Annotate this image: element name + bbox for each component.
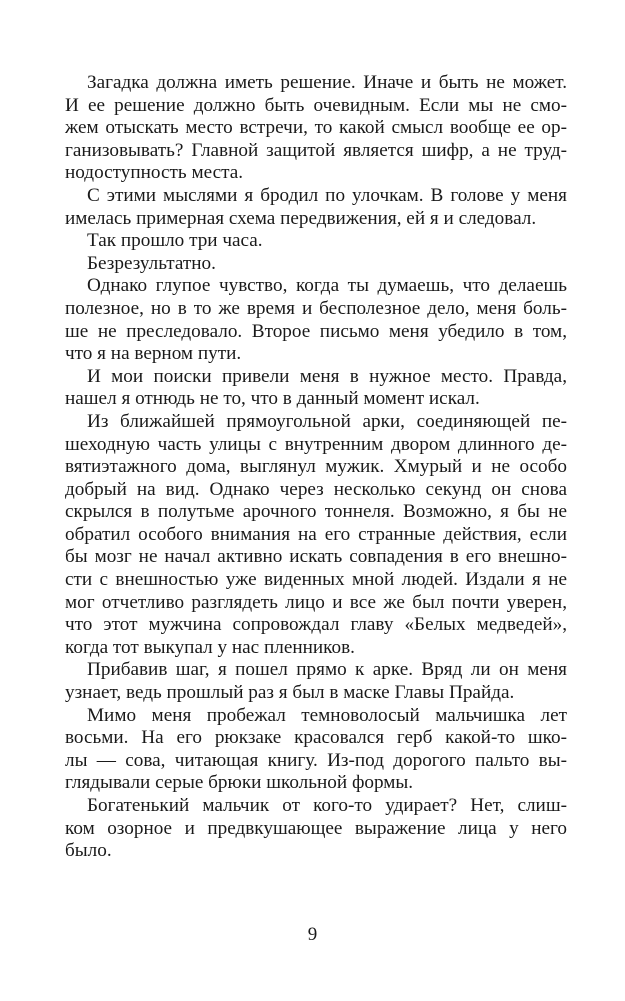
- paragraph: [65, 275, 567, 365]
- text-line: полезное, но в то же время и бесполезное дело, меня боль-: [65, 297, 567, 319]
- paragraph: [65, 230, 567, 253]
- text-line: что я на верном пути.: [65, 343, 242, 365]
- paragraph: [65, 366, 567, 411]
- text-line: сти с внешностью уже виденных мной людей. Издали я не: [65, 569, 567, 591]
- body-text: [65, 72, 567, 863]
- text-line: нодоступность места.: [65, 162, 244, 184]
- text-line: Загадка должна иметь решение. Иначе и быть не может.: [87, 72, 567, 93]
- text-line: мог отчетливо разглядеть лицо и все же был почти уверен,: [65, 591, 567, 613]
- text-line: было.: [65, 840, 112, 862]
- text-line: ком озорное и предвкушающее выражение лица у него: [65, 817, 567, 839]
- paragraph: [65, 185, 567, 230]
- text-line: добрый на вид. Однако через несколько секунд он снова: [65, 478, 567, 500]
- text-line: Так прошло три часа.: [87, 230, 263, 252]
- text-line: жем отыскать место встречи, то какой смысл вообще ее ор-: [65, 117, 567, 139]
- text-line: вятиэтажного дома, выглянул мужик. Хмурый и не особо: [65, 456, 567, 478]
- text-line: когда тот выкупал у нас пленников.: [65, 636, 355, 658]
- paragraph: [65, 705, 567, 795]
- paragraph: [65, 411, 567, 660]
- paragraph: [65, 253, 567, 276]
- text-line: лы — сова, читающая книгу. Из-под дорогого пальто вы-: [65, 749, 567, 771]
- text-line: ше не преследовало. Второе письмо меня убедило в том,: [65, 320, 567, 342]
- text-line: Богатенький мальчик от кого-то удирает? Нет, слиш-: [87, 795, 567, 816]
- text-line: Безрезультатно.: [87, 252, 216, 274]
- text-line: И мои поиски привели меня в нужное место. Правда,: [87, 365, 567, 387]
- text-line: Мимо меня пробежал темноволосый мальчишка лет: [87, 704, 567, 726]
- text-line: ганизовывать? Главной защитой является шифр, а не труд-: [65, 139, 567, 161]
- text-line: что этот мужчина сопровождал главу «Белых медведей»,: [65, 614, 567, 636]
- text-line: Из ближайшей прямоугольной арки, соединяющей пе-: [87, 410, 567, 432]
- text-line: И ее решение должно быть очевидным. Если мы не смо-: [65, 94, 567, 116]
- text-line: глядывали серые брюки школьной формы.: [65, 772, 414, 794]
- text-line: С этими мыслями я бродил по улочкам. В голове у меня: [87, 184, 567, 206]
- text-line: узнает, ведь прошлый раз я был в маске Главы Прайда.: [65, 682, 515, 704]
- text-line: Прибавив шаг, я пошел прямо к арке. Вряд ли он меня: [87, 659, 567, 681]
- text-line: Однако глупое чувство, когда ты думаешь, что делаешь: [87, 275, 567, 297]
- page-number: 9: [307, 924, 318, 945]
- text-line: бы мозг не начал активно искать совпадения в его внешно-: [65, 546, 567, 568]
- paragraph: [65, 795, 567, 863]
- text-line: имелась примерная схема передвижения, ей я и следовал.: [65, 207, 537, 229]
- paragraph: [65, 659, 567, 704]
- paragraph: [65, 72, 567, 185]
- text-line: скрылся в полутьме арочного тоннеля. Возможно, я бы не: [65, 501, 567, 523]
- text-line: обратил особого внимания на его странные действия, если: [65, 523, 567, 545]
- text-line: шеходную часть улицы с внутренним двором длинного де-: [65, 433, 567, 455]
- text-line: нашел я отнюдь не то, что в данный момент искал.: [65, 388, 480, 410]
- text-line: восьми. На его рюкзаке красовался герб какой-то шко-: [65, 727, 567, 749]
